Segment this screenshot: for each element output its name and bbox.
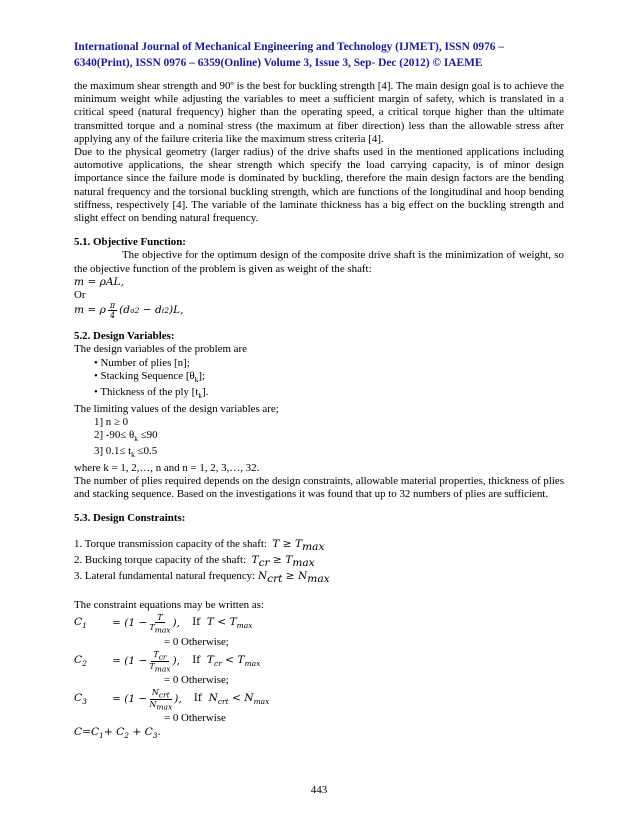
article-body xyxy=(74,80,564,742)
otherwise-c3: = 0 Otherwise xyxy=(164,711,226,724)
index-ranges: where k = 1, 2,…, n and n = 1, 2, 3,…, 32. xyxy=(74,461,260,474)
or-label: Or xyxy=(74,289,86,302)
intro-paragraph-2: Due to the physical geometry (larger radius) of the drive shafts used in the mentioned applications including automotive applications, the shear strength which specify the load carrying capacity, is of minor design importance since the failure mode is dominated by buckling, therefore the main design factors are the bending natural frequency and the torsional buckling strength, which are functions of the longitudinal and hoop bending stiffness, respectively [4]. The variable of the laminate thickness has a big effect on the buckling strength and slight effect on bending natural frequency. xyxy=(74,146,564,225)
bullet-thickness: • Thickness of the ply $[t_k]$. xyxy=(94,386,209,401)
limits-intro: The limiting values of the design variables are; xyxy=(74,402,279,415)
page-number: 443 xyxy=(310,784,328,796)
limit-3: 3] $0.1\le t_k \le 0.5$ xyxy=(94,445,158,460)
section-heading-objective: 5.1. Objective Function: xyxy=(74,236,186,249)
journal-header xyxy=(74,40,564,71)
constraint-torque: 1. Torque transmission capacity of the shaft: $T \ge T_{max}$ xyxy=(74,537,325,553)
otherwise-c1: = 0 Otherwise; xyxy=(164,635,229,648)
constraint-frequency: 3. Lateral fundamental natural frequency: $N_{crt} \ge N_{max}$ xyxy=(74,570,330,586)
equation-c3: $C_3$ = (1 − $\frac{N_{crt}}{N_{max}}$ ), If $N_{crt} < N_{max}$ xyxy=(74,687,270,712)
weight-equation: m = ρAL, xyxy=(74,275,124,288)
constraint-buckling: 2. Bucking torque capacity of the shaft: $T_{cr} \ge T_{max}$ xyxy=(74,553,315,570)
header-line-2: 6340(Print), ISSN 0976 – 6359(Online) Volume 3, Issue 3, Sep- Dec (2012) © IAEME xyxy=(74,56,483,69)
objective-text: The objective for the optimum design of the composite drive shaft is the minimization of weight, so the objective function of the problem is given as weight of the shaft: xyxy=(74,249,564,275)
header-line-1: International Journal of Mechanical Engineering and Technology (IJMET), ISSN 0976 – xyxy=(74,41,505,53)
otherwise-c2: = 0 Otherwise; xyxy=(164,673,229,686)
section-heading-variables: 5.2. Design Variables: xyxy=(74,330,175,343)
constraint-sum: $C=C_1+ C_2 + C_3$. xyxy=(74,725,161,741)
limit-2: 2] $-90\le \theta_k \le 90$ xyxy=(94,429,158,444)
plies-paragraph: The number of plies required depends on the design constraints, allowable material properties, thickness of plies and stacking sequence. Based on the investigations it was found that up to 32 numbers of plies are sufficient. xyxy=(74,474,564,501)
weight-equation-expanded: m = ρ $\frac{\pi}{4}$ (d o 2 − d i 2 )L, xyxy=(74,301,184,321)
equation-c1: $C_1$ = (1 − $\frac{T}{T_{max}}$ ), If $T < T_{max}$ xyxy=(74,613,253,635)
equation-c2: $C_2$ = (1 − $\frac{T_{cr}}{T_{max}}$ ), If $T_{cr} < T_{max}$ xyxy=(74,649,261,674)
bullet-stacking: • Stacking Sequence $[\theta_k]$; xyxy=(94,369,206,385)
constraint-equations-intro: The constraint equations may be written as: xyxy=(74,598,264,611)
intro-paragraph-1: the maximum shear strength and 90º is the best for buckling strength [4]. The main design goal is to achieve the minimum weight while adjusting the variables to meet a sufficient margin of safety, which is translated in a critical speed (natural frequency) higher than the operating speed, a critical torque higher than the ultimate transmitted torque and a nominal stress (the maximum at fiber direction) less than the allowable stress after applying any of the failure criteria like the maximum stress criteria [4]. xyxy=(74,80,564,145)
bullet-plies: • Number of plies [n]; xyxy=(94,356,190,369)
variables-intro: The design variables of the problem are xyxy=(74,343,247,356)
section-heading-constraints: 5.3. Design Constraints: xyxy=(74,512,186,525)
limit-1: 1] n ≥ 0 xyxy=(94,415,129,428)
